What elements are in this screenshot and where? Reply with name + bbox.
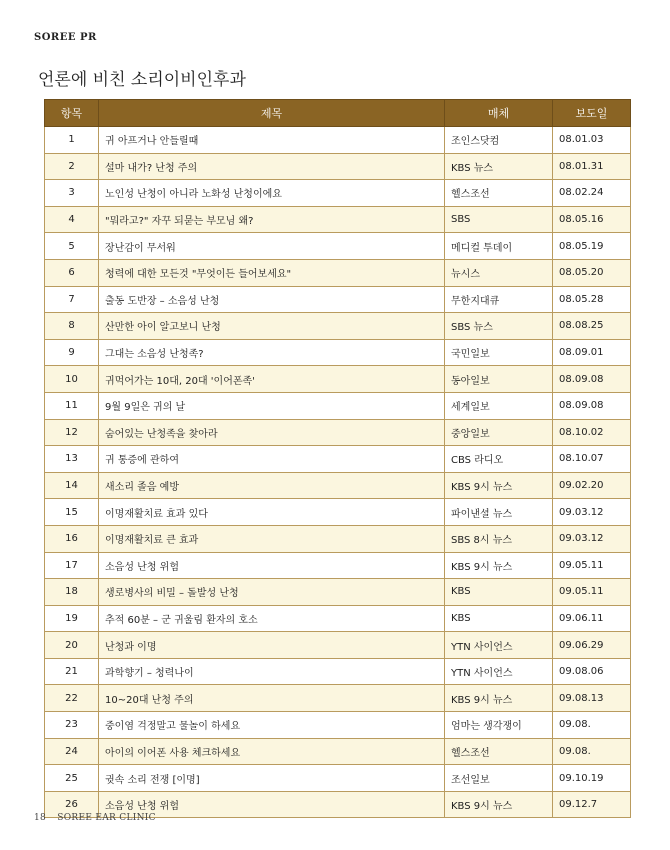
cell-media: KBS 9시 뉴스 <box>445 685 553 712</box>
cell-media: KBS 9시 뉴스 <box>445 472 553 499</box>
table-row <box>45 153 631 180</box>
cell-no: 17 <box>45 552 99 579</box>
cell-date: 08.08.25 <box>553 313 631 340</box>
cell-title: 귓속 소리 전쟁 [이명] <box>99 765 445 792</box>
cell-media: SBS <box>445 206 553 233</box>
cell-title: 10~20대 난청 주의 <box>99 685 445 712</box>
cell-no: 23 <box>45 712 99 739</box>
cell-media: 세계일보 <box>445 392 553 419</box>
table-row <box>45 685 631 712</box>
cell-title: 9월 9일은 귀의 날 <box>99 392 445 419</box>
cell-title: 중이염 걱정말고 물놀이 하세요 <box>99 712 445 739</box>
cell-date: 09.03.12 <box>553 525 631 552</box>
cell-media: 국민일보 <box>445 339 553 366</box>
cell-title: 노인성 난청이 아니라 노화성 난청이에요 <box>99 180 445 207</box>
cell-media: KBS <box>445 605 553 632</box>
cell-title: 그대는 소음성 난청족? <box>99 339 445 366</box>
cell-no: 6 <box>45 259 99 286</box>
cell-title: 설마 내가? 난청 주의 <box>99 153 445 180</box>
cell-no: 1 <box>45 127 99 154</box>
cell-no: 12 <box>45 419 99 446</box>
table-row <box>45 552 631 579</box>
cell-media: CBS 라디오 <box>445 446 553 473</box>
cell-title: 난청과 이명 <box>99 632 445 659</box>
column-header-title: 제목 <box>99 100 445 127</box>
cell-media: 헬스조선 <box>445 180 553 207</box>
cell-date: 09.12.7 <box>553 791 631 818</box>
cell-no: 26 <box>45 791 99 818</box>
footer <box>34 813 164 823</box>
table-row <box>45 339 631 366</box>
table-row <box>45 579 631 606</box>
page-title: 언론에 비친 소리이비인후과 <box>38 70 246 90</box>
cell-media: 동아일보 <box>445 366 553 393</box>
table-row <box>45 605 631 632</box>
cell-date: 08.09.08 <box>553 366 631 393</box>
table-row <box>45 313 631 340</box>
cell-title: 출동 도반장 – 소음성 난청 <box>99 286 445 313</box>
column-header-date: 보도일 <box>553 100 631 127</box>
cell-no: 2 <box>45 153 99 180</box>
cell-no: 20 <box>45 632 99 659</box>
cell-media: KBS 9시 뉴스 <box>445 552 553 579</box>
cell-date: 09.08. <box>553 712 631 739</box>
cell-media: 무한지대큐 <box>445 286 553 313</box>
cell-media: 헬스조선 <box>445 738 553 765</box>
cell-date: 09.05.11 <box>553 552 631 579</box>
cell-title: 장난감이 무서워 <box>99 233 445 260</box>
cell-media: KBS 9시 뉴스 <box>445 791 553 818</box>
cell-media: YTN 사이언스 <box>445 632 553 659</box>
cell-no: 24 <box>45 738 99 765</box>
cell-title: 귀먹어가는 10대, 20대 '이어폰족' <box>99 366 445 393</box>
cell-no: 13 <box>45 446 99 473</box>
cell-no: 21 <box>45 658 99 685</box>
table-row <box>45 286 631 313</box>
cell-title: 추적 60분 – 군 귀울림 환자의 호소 <box>99 605 445 632</box>
cell-title: 이명재활치료 큰 효과 <box>99 525 445 552</box>
cell-no: 3 <box>45 180 99 207</box>
cell-title: 청력에 대한 모든것 "무엇이든 들어보세요" <box>99 259 445 286</box>
cell-no: 5 <box>45 233 99 260</box>
table-row <box>45 392 631 419</box>
cell-no: 4 <box>45 206 99 233</box>
cell-date: 08.05.28 <box>553 286 631 313</box>
cell-date: 09.10.19 <box>553 765 631 792</box>
cell-no: 16 <box>45 525 99 552</box>
cell-media: YTN 사이언스 <box>445 658 553 685</box>
cell-media: 뉴시스 <box>445 259 553 286</box>
table-header-row <box>45 100 631 127</box>
table-row <box>45 525 631 552</box>
cell-date: 09.08.06 <box>553 658 631 685</box>
table-row <box>45 712 631 739</box>
cell-no: 22 <box>45 685 99 712</box>
column-header-no: 항목 <box>45 100 99 127</box>
table-row <box>45 180 631 207</box>
cell-title: 생로병사의 비밀 – 돌발성 난청 <box>99 579 445 606</box>
cell-date: 09.08.13 <box>553 685 631 712</box>
cell-title: 소음성 난청 위험 <box>99 552 445 579</box>
cell-date: 08.09.08 <box>553 392 631 419</box>
cell-media: 파이낸셜 뉴스 <box>445 499 553 526</box>
cell-title: 과학향기 – 청력나이 <box>99 658 445 685</box>
cell-media: 엄마는 생각쟁이 <box>445 712 553 739</box>
column-header-media: 매체 <box>445 100 553 127</box>
cell-no: 19 <box>45 605 99 632</box>
cell-no: 14 <box>45 472 99 499</box>
table-row <box>45 738 631 765</box>
cell-media: KBS 뉴스 <box>445 153 553 180</box>
table-body <box>45 127 631 818</box>
cell-date: 08.10.02 <box>553 419 631 446</box>
cell-title: 아이의 이어폰 사용 체크하세요 <box>99 738 445 765</box>
page-number: 18 <box>34 813 47 823</box>
cell-media: 메디컬 투데이 <box>445 233 553 260</box>
header-label: SOREE PR <box>34 32 97 43</box>
clinic-name: SOREE EAR CLINIC <box>57 813 156 823</box>
cell-media: KBS <box>445 579 553 606</box>
cell-date: 09.08. <box>553 738 631 765</box>
cell-date: 09.05.11 <box>553 579 631 606</box>
table-row <box>45 472 631 499</box>
table-row <box>45 259 631 286</box>
cell-no: 18 <box>45 579 99 606</box>
table-row <box>45 366 631 393</box>
table-row <box>45 499 631 526</box>
cell-date: 08.10.07 <box>553 446 631 473</box>
cell-media: SBS 뉴스 <box>445 313 553 340</box>
table-row <box>45 632 631 659</box>
cell-title: 소음성 난청 위험 <box>99 791 445 818</box>
cell-title: 숨어있는 난청족을 찾아라 <box>99 419 445 446</box>
cell-date: 08.09.01 <box>553 339 631 366</box>
cell-date: 08.01.03 <box>553 127 631 154</box>
cell-media: 중앙일보 <box>445 419 553 446</box>
cell-title: 이명재활치료 효과 있다 <box>99 499 445 526</box>
cell-media: 조선일보 <box>445 765 553 792</box>
cell-date: 08.05.19 <box>553 233 631 260</box>
cell-no: 25 <box>45 765 99 792</box>
cell-title: 귀 통증에 관하여 <box>99 446 445 473</box>
table-row <box>45 765 631 792</box>
cell-title: 귀 아프거나 안들릴때 <box>99 127 445 154</box>
cell-media: 조인스닷컴 <box>445 127 553 154</box>
cell-no: 8 <box>45 313 99 340</box>
cell-date: 08.02.24 <box>553 180 631 207</box>
cell-no: 7 <box>45 286 99 313</box>
cell-title: 새소리 졸음 예방 <box>99 472 445 499</box>
press-coverage-table <box>44 99 631 818</box>
cell-no: 9 <box>45 339 99 366</box>
table-row <box>45 233 631 260</box>
cell-date: 09.06.11 <box>553 605 631 632</box>
cell-date: 09.03.12 <box>553 499 631 526</box>
table-row <box>45 446 631 473</box>
cell-date: 08.05.20 <box>553 259 631 286</box>
cell-no: 15 <box>45 499 99 526</box>
cell-no: 11 <box>45 392 99 419</box>
cell-date: 08.05.16 <box>553 206 631 233</box>
table-row <box>45 206 631 233</box>
table-row <box>45 658 631 685</box>
table-row <box>45 127 631 154</box>
cell-date: 08.01.31 <box>553 153 631 180</box>
cell-no: 10 <box>45 366 99 393</box>
table-row <box>45 419 631 446</box>
cell-date: 09.06.29 <box>553 632 631 659</box>
cell-media: SBS 8시 뉴스 <box>445 525 553 552</box>
cell-title: 산만한 아이 알고보니 난청 <box>99 313 445 340</box>
cell-date: 09.02.20 <box>553 472 631 499</box>
cell-title: "뭐라고?" 자꾸 되묻는 부모님 왜? <box>99 206 445 233</box>
